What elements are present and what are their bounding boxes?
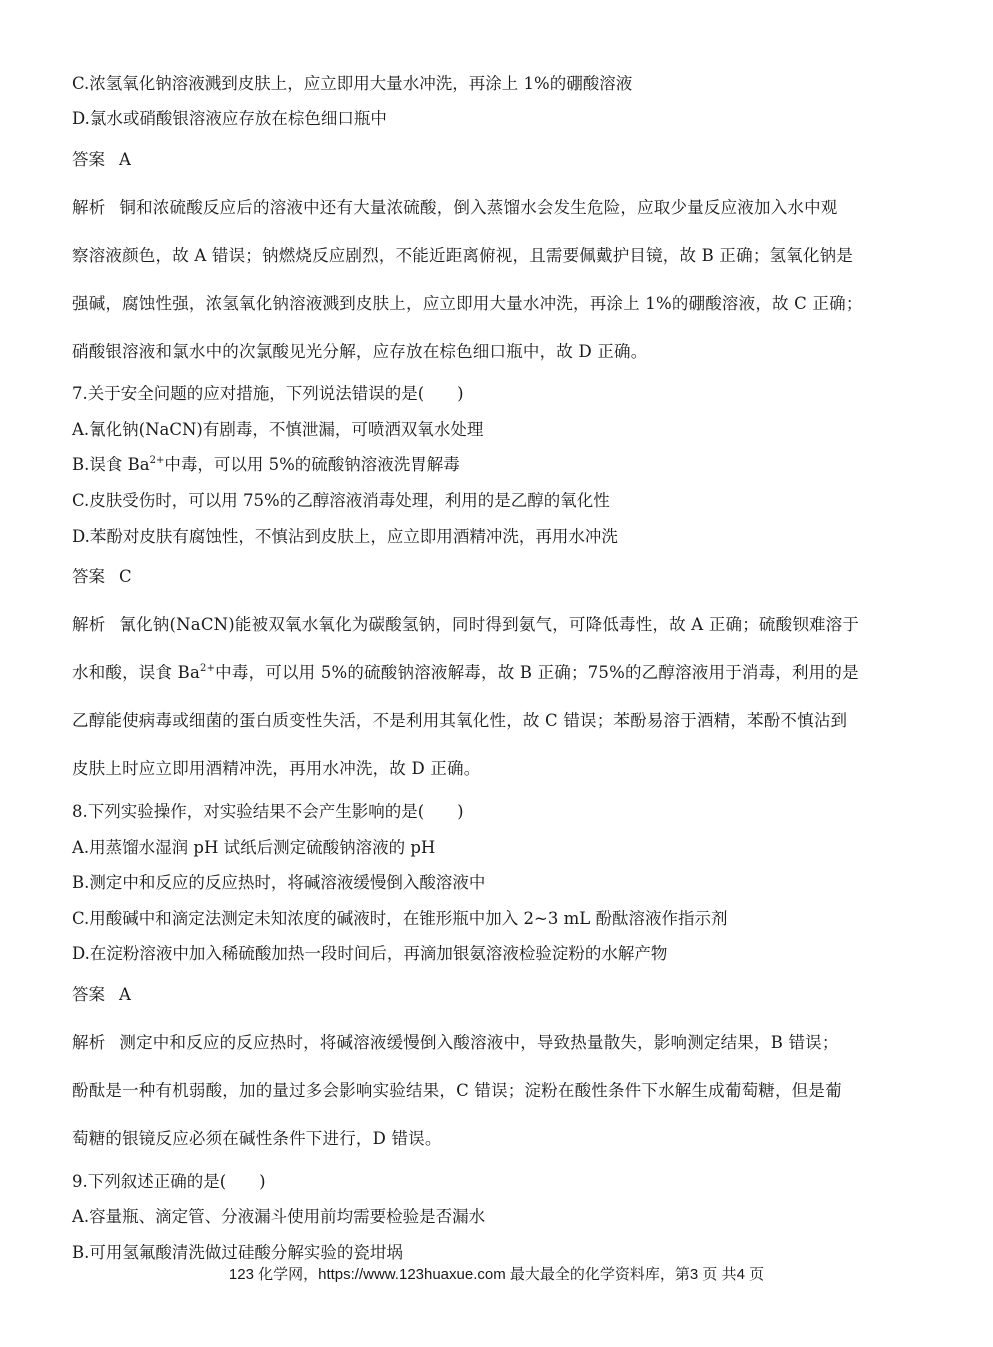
superscript-charge: 2+ xyxy=(149,454,165,466)
analysis-text: 铜和浓硫酸反应后的溶液中还有大量浓硫酸，倒入蒸馏水会发生危险，应取少量反应液加入水中观 xyxy=(119,198,838,217)
analysis-label: 解析 xyxy=(72,1033,106,1052)
q9-option-b: B.可用氢氟酸清洗做过硅酸分解实验的瓷坩埚 xyxy=(72,1243,403,1262)
analysis-text: 水和酸，误食 Ba xyxy=(72,663,201,682)
q6-analysis-line-4: 硝酸银溶液和氯水中的次氯酸见光分解，应存放在棕色细口瓶中，故 D 正确。 xyxy=(72,342,648,361)
q8-option-a: A.用蒸馏水湿润 pH 试纸后测定硫酸钠溶液的 pH xyxy=(72,838,436,857)
q7-option-c: C.皮肤受伤时，可以用 75%的乙醇溶液消毒处理，利用的是乙醇的氧化性 xyxy=(72,491,610,510)
q8-question: 8.下列实验操作，对实验结果不会产生影响的是( ) xyxy=(72,802,464,821)
q6-option-c: C.浓氢氧化钠溶液溅到皮肤上，应立即用大量水冲洗，再涂上 1%的硼酸溶液 xyxy=(72,74,633,93)
q6-analysis-line-3: 强碱，腐蚀性强，浓氢氧化钠溶液溅到皮肤上，应立即用大量水冲洗，再涂上 1%的硼酸溶液，故 C 正确； xyxy=(72,294,863,313)
q7-option-d: D.苯酚对皮肤有腐蚀性，不慎沾到皮肤上，应立即用酒精冲洗，再用水冲洗 xyxy=(72,527,618,546)
q8-analysis-line-2: 酚酞是一种有机弱酸，加的量过多会影响实验结果，C 错误；淀粉在酸性条件下水解生成葡萄糖，但是葡 xyxy=(72,1081,842,1100)
answer-value: A xyxy=(119,150,131,169)
answer-label: 答案 xyxy=(72,150,105,169)
q6-option-d: D.氯水或硝酸银溶液应存放在棕色细口瓶中 xyxy=(72,109,387,128)
q6-analysis-line-1 xyxy=(72,198,838,218)
q7-answer xyxy=(72,567,132,587)
q8-option-d: D.在淀粉溶液中加入稀硫酸加热一段时间后，再滴加银氨溶液检验淀粉的水解产物 xyxy=(72,944,668,963)
analysis-text: 测定中和反应的反应热时，将碱溶液缓慢倒入酸溶液中，导致热量散失，影响测定结果，B 错误； xyxy=(119,1033,839,1052)
q9-question: 9.下列叙述正确的是( ) xyxy=(72,1172,266,1191)
q6-analysis-line-2: 察溶液颜色，故 A 错误；钠燃烧反应剧烈，不能近距离俯视，且需要佩戴护目镜，故 B 正确；氢氧化钠是 xyxy=(72,246,854,265)
page-footer: 123 化学网，https://www.123huaxue.com 最大最全的化学资料库，第3 页 共4 页 xyxy=(228,1266,765,1283)
answer-value: C xyxy=(119,567,132,586)
q7-option-a: A.氰化钠(NaCN)有剧毒，不慎泄漏，可喷洒双氧水处理 xyxy=(72,420,484,439)
analysis-label: 解析 xyxy=(72,615,106,634)
q7-analysis-line-3: 乙醇能使病毒或细菌的蛋白质变性失活，不是利用其氧化性，故 C 错误；苯酚易溶于酒精，苯酚不慎沾到 xyxy=(72,711,848,730)
q7-analysis-line-4: 皮肤上时应立即用酒精冲洗，再用水冲洗，故 D 正确。 xyxy=(72,759,481,778)
q7-analysis-line-2 xyxy=(72,663,859,683)
q8-analysis-line-3: 萄糖的银镜反应必须在碱性条件下进行，D 错误。 xyxy=(72,1129,442,1148)
q6-answer xyxy=(72,150,131,170)
q8-analysis-line-1 xyxy=(72,1033,839,1053)
q8-option-c: C.用酸碱中和滴定法测定未知浓度的碱液时，在锥形瓶中加入 2~3 mL 酚酞溶液作指示剂 xyxy=(72,909,728,928)
q7-option-b xyxy=(72,455,460,475)
q7-analysis-line-1 xyxy=(72,615,859,635)
option-b-text: B.误食 Ba xyxy=(72,455,150,474)
q8-answer xyxy=(72,985,131,1005)
analysis-text: 氰化钠(NaCN)能被双氧水氧化为碳酸氢钠，同时得到氨气，可降低毒性，故 A 正确；硫酸钡难溶于 xyxy=(119,615,860,634)
answer-label: 答案 xyxy=(72,985,105,1004)
q7-question: 7.关于安全问题的应对措施，下列说法错误的是( ) xyxy=(72,384,464,403)
answer-label: 答案 xyxy=(72,567,105,586)
q8-option-b: B.测定中和反应的反应热时，将碱溶液缓慢倒入酸溶液中 xyxy=(72,873,486,892)
superscript-charge: 2+ xyxy=(200,662,216,674)
analysis-label: 解析 xyxy=(72,198,106,217)
option-b-text-cont: 中毒，可以用 5%的硫酸钠溶液洗胃解毒 xyxy=(164,455,460,474)
q9-option-a: A.容量瓶、滴定管、分液漏斗使用前均需要检验是否漏水 xyxy=(72,1207,486,1226)
analysis-text-cont: 中毒，可以用 5%的硫酸钠溶液解毒，故 B 正确；75%的乙醇溶液用于消毒，利用的是 xyxy=(215,663,859,682)
answer-value: A xyxy=(119,985,131,1004)
